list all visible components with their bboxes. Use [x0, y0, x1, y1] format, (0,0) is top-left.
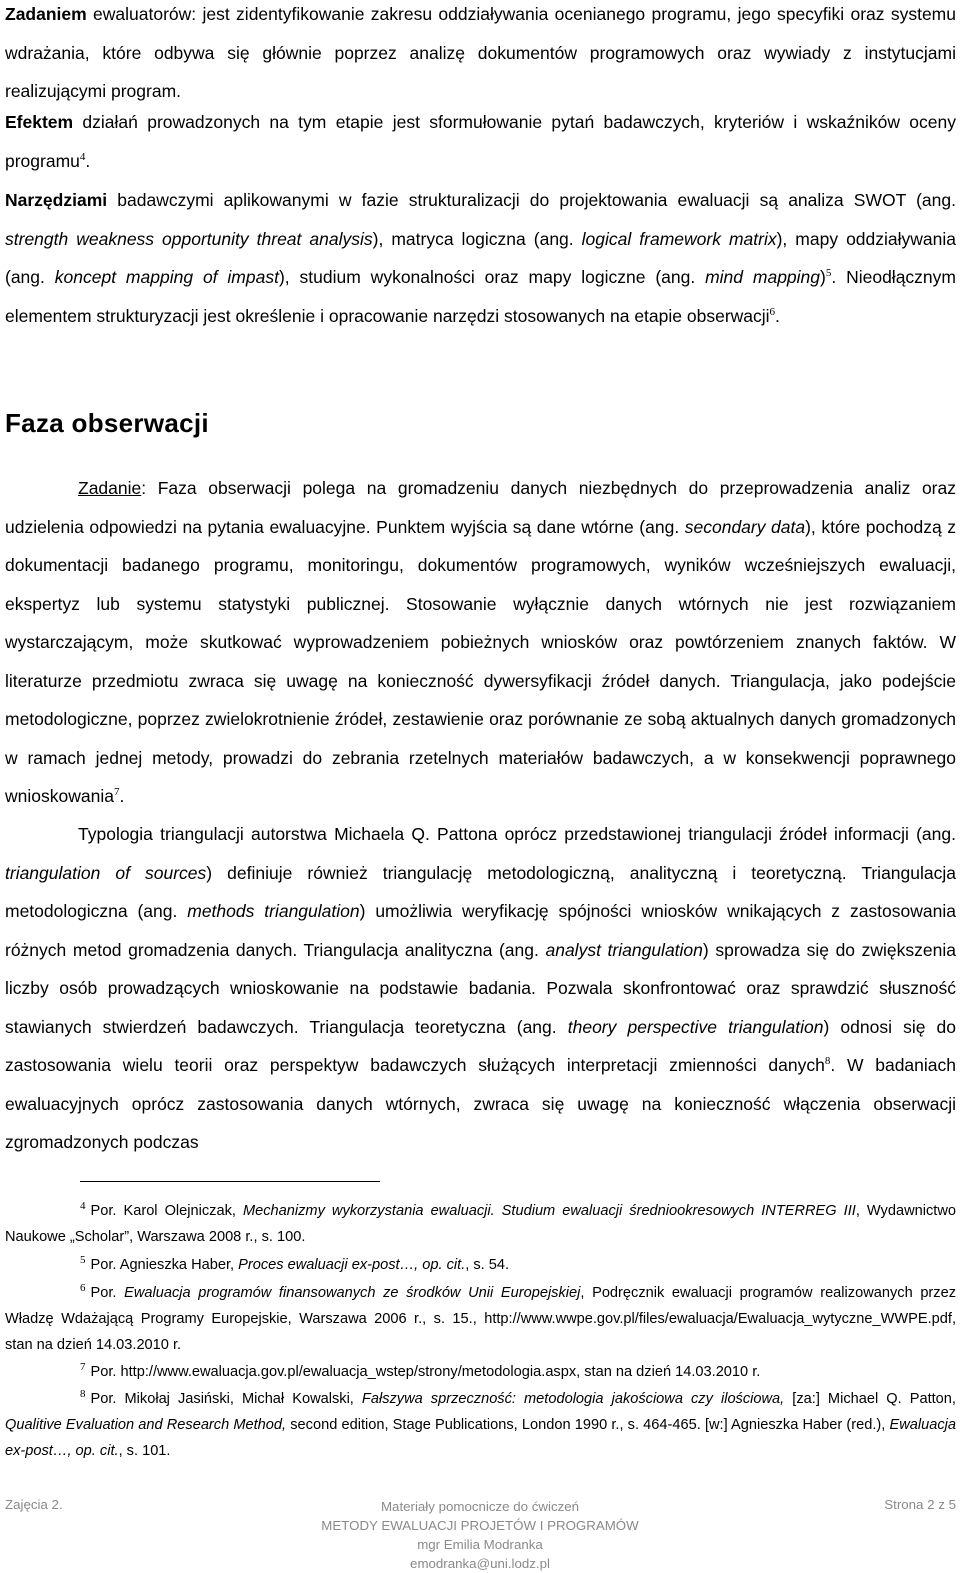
footnote-ref-6[interactable]: 6 — [769, 305, 776, 318]
paragraph-tools: Narzędziami badawczymi aplikowanymi w fazie strukturalizacji do projektowania ewaluacji są analiza SWOT (ang. strength weakness opportunity threat analysis), matryca logiczna (ang. logical framework matrix), mapy oddziaływania (ang. koncept mapping of impast), studium wykonalności oraz mapy logiczne (ang. mind mapping)$^5$. Nieodłącznym elementem strukturyzacji jest określenie i opracowanie narzędzi stosowanych na etapie obserwacji$^6$. — [5, 190, 957, 326]
observation-task-term: Zadanie — [78, 478, 142, 498]
page-total: 5 — [948, 1497, 956, 1512]
footer-materials-label: Materiały pomocnicze do ćwiczeń — [380, 1499, 580, 1514]
footer-session-label: Zajęcia 2. — [5, 1497, 63, 1512]
footer-course-info — [0, 1497, 960, 1573]
footnote-4: $^4$ Por. Karol Olejniczak, Mechanizmy wykorzystania ewaluacji. Studium ewaluacji średniookresowych INTERREG III, Wydawnictwo Naukowe „Scholar”, Warszawa 2008 r., s. 100. — [5, 1200, 956, 1245]
footnote-number: 5 — [80, 1254, 86, 1266]
effect-term: Efektem — [5, 112, 74, 132]
paragraph-triangulation: Typologia triangulacji autorstwa Michaela Q. Pattona oprócz przedstawionej triangulacji źródeł informacji (ang. triangulation of sources) definiuje również triangulację metodologiczną, analityczną i teoretyczną. Triangulacja metodologiczna (ang. methods triangulation) umożliwia weryfikację spójności wniosków wnikających z zastosowania różnych metod gromadzenia danych. Triangulacja analityczna (ang. analyst triangulation) sprowadza się do zwiększenia liczby osób prowadzących wnioskowanie na podstawie badania. Pozwala skonfrontować oraz sprawdzić słuszność stawianych stwierdzeń badawczych. Triangulacja teoretyczna (ang. theory perspective triangulation) odnosi się do zastosowania wielu teorii oraz perspektyw badawczych służących interpretacji zmienności danych$^8$. W badaniach ewaluacyjnych oprócz zastosowania danych wtórnych, zwraca się uwagę na konieczność włączenia obserwacji zgromadzonych podczas — [5, 824, 957, 1152]
footer-email-link[interactable]: emodranka@uni.lodz.pl — [410, 1556, 550, 1571]
footnote-separator — [80, 1181, 380, 1182]
footnote-number: 6 — [80, 1282, 86, 1294]
footer-page-number: Strona 2 z 5 — [884, 1497, 956, 1512]
footnote-ref-8[interactable]: 8 — [824, 1055, 831, 1067]
footnote-number: 7 — [80, 1361, 86, 1373]
page-footer — [0, 1490, 960, 1571]
footnote-ref-4[interactable]: 4 — [79, 150, 86, 163]
paragraph-task — [5, 0, 956, 111]
paragraph-effect: Efektem działań prowadzonych na tym etapie jest sformułowanie pytań badawczych, kryteriów i wskaźników oceny programu$^4$. — [5, 112, 956, 171]
footnote-8: $^8$ Por. Mikołaj Jasiński, Michał Kowalski, Fałszywa sprzeczność: metodologia jakościowa czy ilościowa, [za:] Michael Q. Patton, Qualitive Evaluation and Research Method, second edition, Stage Publications, London 1990 r., s. 464-465. [w:] Agnieszka Haber (red.), Ewaluacja ex-post…, op. cit., s. 101. — [5, 1388, 956, 1459]
tools-term: Narzędziami — [5, 190, 108, 210]
task-text: ewaluatorów: jest zidentyfikowanie zakresu oddziaływania ocenianego programu, jego specyfiki oraz systemu wdrażania, które odbywa się głównie poprzez analizę dokumentów programowych oraz wywiady z instytucjami realizującymi program. — [5, 4, 956, 101]
footnote-ref-7[interactable]: 7 — [113, 786, 120, 798]
footnote-number: 4 — [80, 1200, 86, 1212]
task-term: Zadaniem — [5, 4, 87, 24]
page-current: 2 — [927, 1497, 935, 1512]
footnote-6: $^6$ Por. Ewaluacja programów finansowanych ze środków Unii Europejskiej, Podręcznik ewaluacji programów realizowanych przez Władzę Wdażającą Programy Europejskie, Warszawa 2006 r., s. 15., http://www.wwpe.gov.pl/files/ewaluacja/Ewaluacja_wytyczne_WWPE.pdf, stan na dzień 14.03.2010 r. — [5, 1282, 957, 1353]
footnote-7: $^7$ Por. http://www.ewaluacja.gov.pl/ewaluacja_wstep/strony/metodologia.aspx, stan na dzień 14.03.2010 r. — [80, 1361, 761, 1380]
paragraph-observation-task: Zadanie: Faza obserwacji polega na gromadzeniu danych niezbędnych do przeprowadzenia analiz oraz udzielenia odpowiedzi na pytania ewaluacyjne. Punktem wyjścia są dane wtórne (ang. secondary data), które pochodzą z dokumentacji badanego programu, monitoringu, dokumentów programowych, wyników wcześniejszych ewaluacji, ekspertyz lub systemu statystyki publicznej. Stosowanie wyłącznie danych wtórnych nie jest rozwiązaniem wystarczającym, może skutkować wyprowadzeniem pobieżnych wniosków oraz powtórzeniem znanych faktów. W literaturze przedmiotu zwraca się uwagę na konieczność dywersyfikacji źródeł danych. Triangulacja, jako podejście metodologiczne, poprzez zwielokrotnienie źródeł, zestawienie oraz porównanie ze sobą aktualnych danych gromadzonych w ramach jednej metody, prowadzi do zebrania rzetelnych materiałów badawczych, a w konsekwencji poprawnego wnioskowania$^7$. — [5, 478, 956, 806]
section-heading: Faza obserwacji — [5, 408, 209, 438]
footnote-number: 8 — [80, 1388, 86, 1400]
footer-course-title: METODY EWALUACJI PROJETÓW I PROGRAMÓW — [321, 1518, 639, 1533]
footnote-5: $^5$ Por. Agnieszka Haber, Proces ewaluacji ex-post…, op. cit., s. 54. — [80, 1254, 510, 1273]
footnote-ref-5[interactable]: 5 — [825, 267, 832, 279]
footer-author: mgr Emilia Modranka — [417, 1537, 543, 1552]
